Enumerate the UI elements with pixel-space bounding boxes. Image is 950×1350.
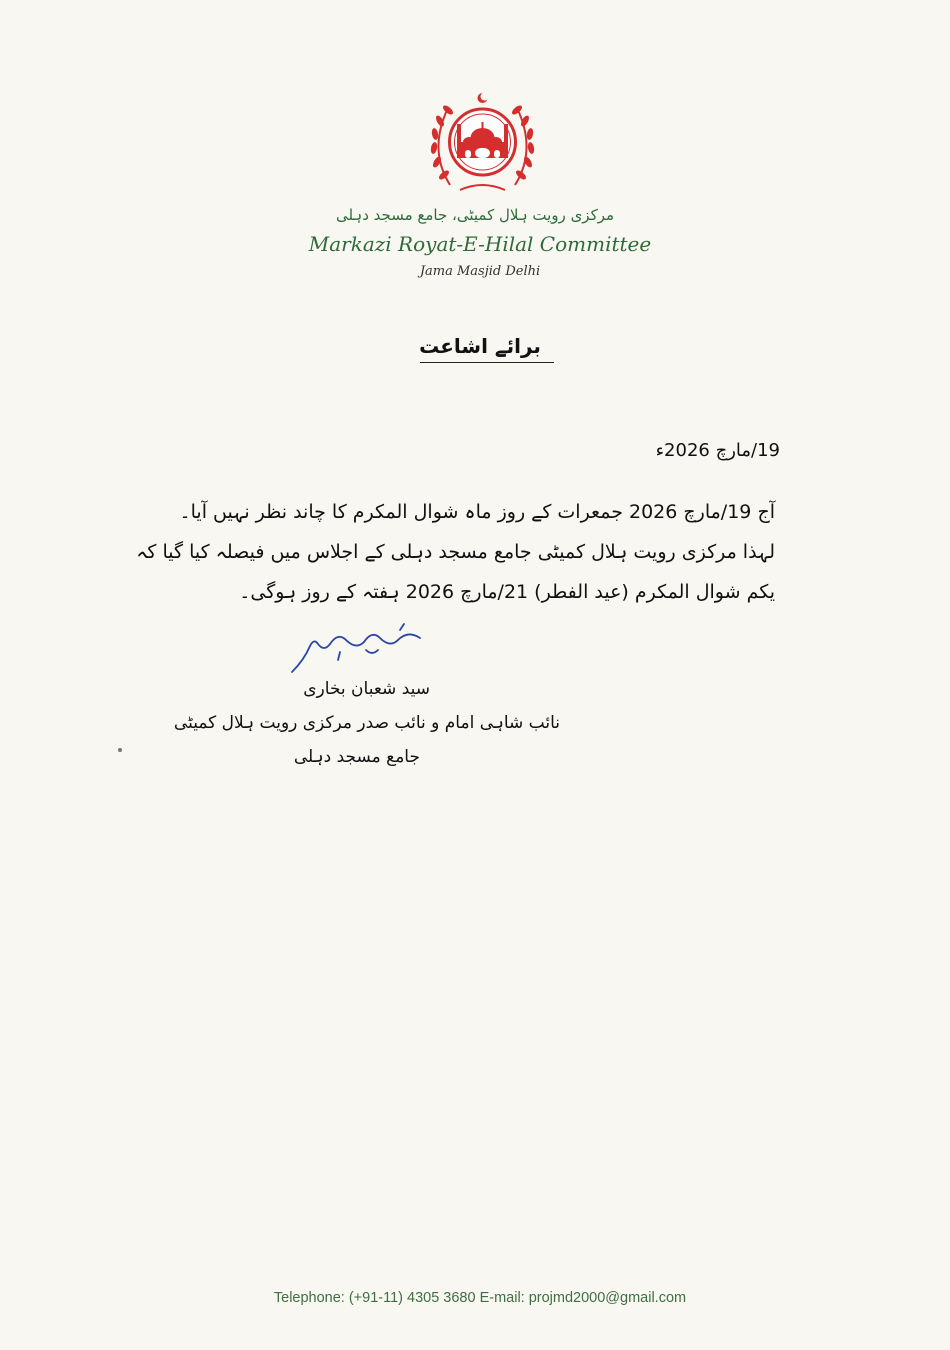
org-english-name: Markazi Royat-E-Hilal Committee	[308, 232, 652, 256]
page-mark	[118, 748, 122, 752]
announcement-body	[136, 492, 775, 612]
body-line-3: یکم شوال المکرم (عید الفطر) 21/مارچ 2026 ہفتہ کے روز ہوگی۔	[239, 581, 775, 603]
handwritten-signature	[280, 620, 430, 680]
org-location: Jama Masjid Delhi	[419, 264, 541, 279]
signatory-block	[173, 672, 560, 774]
org-urdu-name: مرکزی رویت ہلال کمیٹی، جامع مسجد دہلی	[335, 206, 615, 224]
body-line-2: لہذا مرکزی رویت ہلال کمیٹی جامع مسجد دہلی کے اجلاس میں فیصلہ کیا گیا کہ	[136, 541, 775, 563]
footer-contact: Telephone: (+91-11) 4305 3680 E-mail: projmd2000@gmail.com	[273, 1290, 687, 1306]
signatory-title: نائب شاہی امام و نائب صدر مرکزی رویت ہلال کمیٹی	[173, 713, 560, 733]
heading-underline	[420, 362, 554, 363]
letter-date: 19/مارچ 2026ء	[655, 440, 780, 461]
signatory-place: جامع مسجد دہلی	[293, 747, 420, 767]
body-line-1: آج 19/مارچ 2026 جمعرات کے روز ماہ شوال المکرم کا چاند نظر نہیں آیا۔	[179, 501, 775, 523]
signatory-name: سید شعبان بخاری	[303, 679, 430, 699]
document-heading: برائے اشاعت	[419, 334, 541, 358]
mosque-seal-icon	[420, 80, 545, 205]
